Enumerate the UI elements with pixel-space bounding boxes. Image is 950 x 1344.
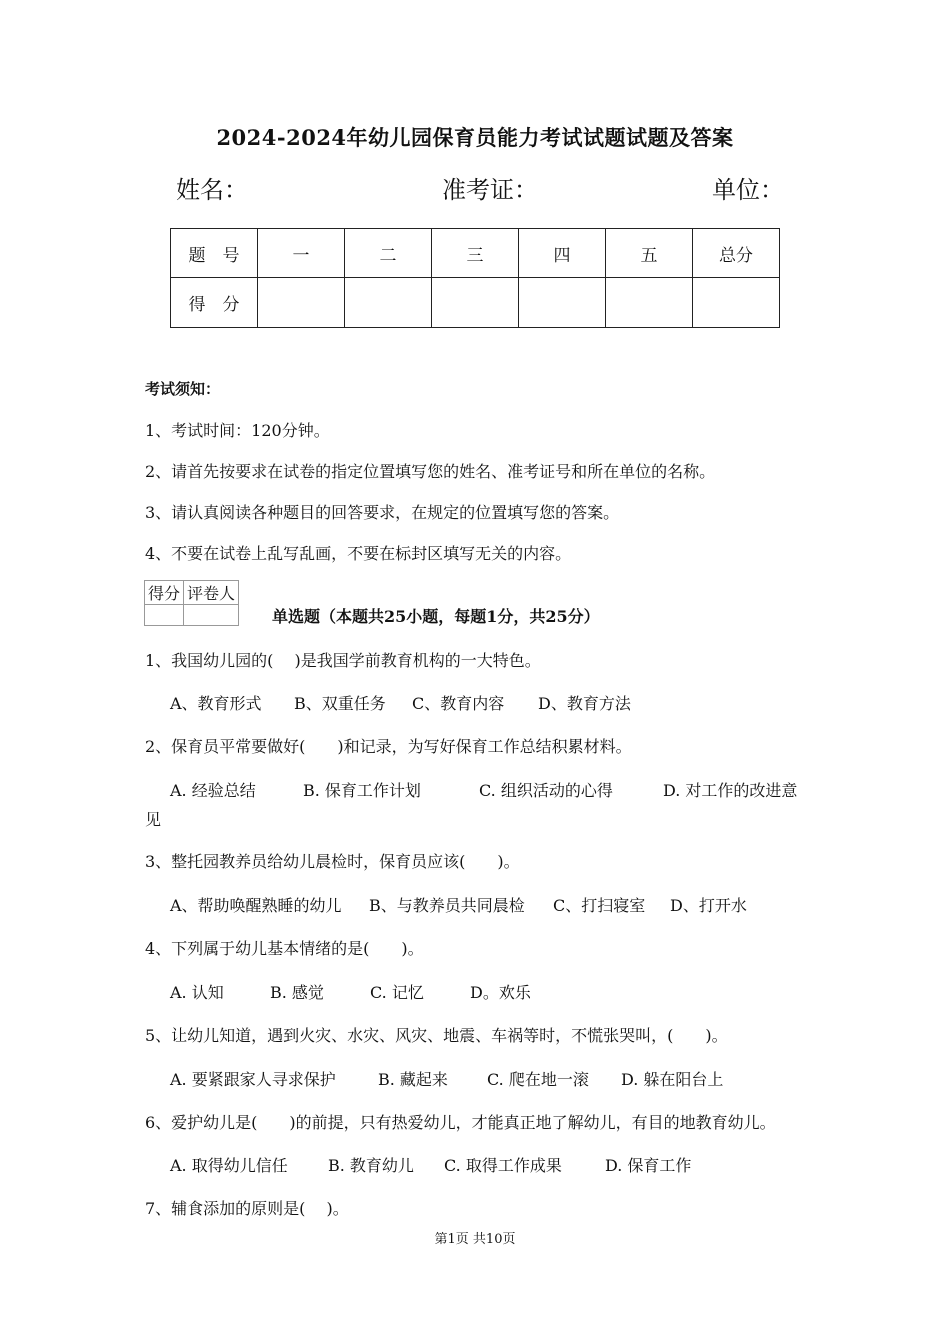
option: D. 躲在阳台上 — [621, 1070, 724, 1089]
grader-table — [144, 580, 239, 626]
notice-item: 3、请认真阅读各种题目的回答要求，在规定的位置填写您的答案。 — [145, 503, 620, 522]
option: B、双重任务 — [294, 694, 386, 713]
notice-heading: 考试须知： — [145, 380, 221, 398]
score-header-cell: 三 — [432, 229, 519, 278]
grader-name-label: 评卷人 — [184, 581, 239, 605]
option: A、帮助唤醒熟睡的幼儿 — [170, 896, 342, 915]
option: A. 要紧跟家人寻求保护 — [170, 1070, 336, 1089]
option: D。欢乐 — [470, 983, 531, 1002]
score-cell — [519, 278, 606, 328]
option: D、打开水 — [670, 896, 747, 915]
question-text: 2、保育员平常要做好( )和记录，为写好保育工作总结积累材料。 — [145, 737, 632, 756]
score-header-cell: 一 — [258, 229, 345, 278]
option: A. 经验总结 — [170, 781, 256, 800]
option: D、教育方法 — [538, 694, 631, 713]
option: A. 取得幼儿信任 — [170, 1156, 288, 1175]
option: B. 感觉 — [270, 983, 324, 1002]
score-header-cell: 四 — [519, 229, 606, 278]
question-text: 5、让幼儿知道，遇到火灾、水灾、风灾、地震、车祸等时，不慌张哭叫，( )。 — [145, 1026, 728, 1045]
option: C、打扫寝室 — [553, 896, 646, 915]
option: C. 组织活动的心得 — [479, 781, 613, 800]
question-text: 4、下列属于幼儿基本情绪的是( )。 — [145, 939, 424, 958]
option: D. 对工作的改进意 — [663, 781, 798, 800]
option: C、教育内容 — [412, 694, 505, 713]
notice-item: 1、考试时间：120分钟。 — [145, 421, 330, 440]
question-text: 7、辅食添加的原则是( )。 — [145, 1199, 349, 1218]
option: B. 保育工作计划 — [303, 781, 421, 800]
option: B. 教育幼儿 — [328, 1156, 414, 1175]
score-table-header-row — [171, 229, 780, 278]
score-header-cell: 五 — [606, 229, 693, 278]
unit-field-label: 单位： — [712, 176, 784, 204]
question-options — [170, 1067, 723, 1090]
page-footer: 第1页 共10页 — [434, 1232, 516, 1247]
grader-name-cell — [184, 605, 239, 626]
notice-item: 4、不要在试卷上乱写乱画，不要在标封区填写无关的内容。 — [145, 544, 572, 563]
option-wrap-text: 见 — [145, 810, 162, 829]
option: A、教育形式 — [170, 694, 262, 713]
option: A. 认知 — [170, 983, 224, 1002]
question-options — [170, 893, 747, 916]
option: B、与教养员共同晨检 — [369, 896, 525, 915]
score-header-cell: 总分 — [693, 229, 780, 278]
notice-item: 2、请首先按要求在试卷的指定位置填写您的姓名、准考证号和所在单位的名称。 — [145, 462, 716, 481]
option: C. 爬在地一滚 — [487, 1070, 589, 1089]
section-title: 单选题（本题共25小题，每题1分，共25分） — [272, 607, 600, 626]
score-cell — [606, 278, 693, 328]
score-cell — [693, 278, 780, 328]
score-cell — [258, 278, 345, 328]
score-header-cell: 题 号 — [171, 229, 258, 278]
option: C. 记忆 — [370, 983, 424, 1002]
grader-score-cell — [145, 605, 184, 626]
question-text: 1、我国幼儿园的( )是我国学前教育机构的一大特色。 — [145, 651, 541, 670]
score-row-label: 得 分 — [171, 278, 258, 328]
option: C. 取得工作成果 — [444, 1156, 562, 1175]
question-options — [170, 1153, 691, 1176]
question-options — [170, 691, 631, 714]
score-table-score-row — [171, 278, 780, 328]
question-text: 6、爱护幼儿是( )的前提，只有热爱幼儿，才能真正地了解幼儿，有目的地教育幼儿。 — [145, 1113, 776, 1132]
grader-score-label: 得分 — [145, 581, 184, 605]
question-options — [170, 980, 531, 1003]
name-field-label: 姓名： — [176, 176, 248, 204]
option: D. 保育工作 — [605, 1156, 692, 1175]
exam-id-field-label: 准考证： — [442, 176, 538, 204]
score-table — [170, 228, 780, 328]
page-title: 2024-2024年幼儿园保育员能力考试试题试题及答案 — [216, 125, 734, 150]
question-text: 3、整托园教养员给幼儿晨检时，保育员应该( )。 — [145, 852, 520, 871]
score-cell — [345, 278, 432, 328]
option: B. 藏起来 — [378, 1070, 448, 1089]
question-options — [170, 778, 797, 801]
score-cell — [432, 278, 519, 328]
score-header-cell: 二 — [345, 229, 432, 278]
